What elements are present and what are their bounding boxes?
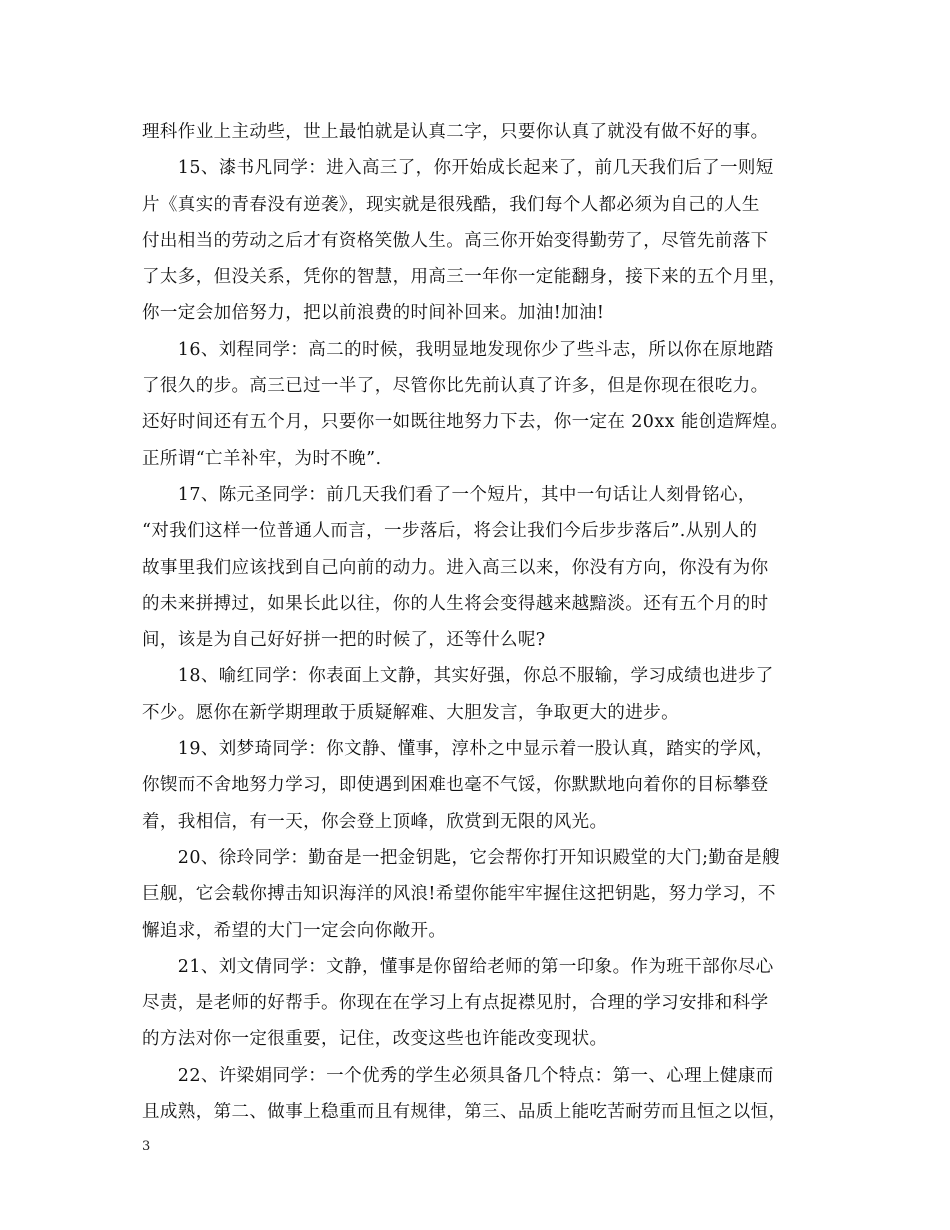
text-line: 你锲而不舍地努力学习，即使遇到困难也毫不气馁，你默默地向着你的目标攀登 bbox=[142, 775, 769, 796]
text-line: 着，我相信，有一天，你会登上顶峰，欣赏到无限的风光。 bbox=[142, 811, 608, 832]
text-line: 懈追求，希望的大门一定会向你敞开。 bbox=[142, 920, 447, 941]
text-line: 故事里我们应该找到自己向前的动力。进入高三以来，你没有方向，你没有为你 bbox=[142, 557, 769, 578]
text-line: 17、陈元圣同学：前几天我们看了一个短片，其中一句话让人刻骨铭心， bbox=[142, 484, 756, 505]
text-line: 15、漆书凡同学：进入高三了，你开始成长起来了，前几天我们后了一则短 bbox=[142, 158, 774, 179]
text-line: 18、喻红同学：你表面上文静，其实好强，你总不服输，学习成绩也进步了 bbox=[142, 666, 774, 687]
body-text bbox=[142, 114, 822, 1130]
text-line: 理科作业上主动些，世上最怕就是认真二字，只要你认真了就没有做不好的事。 bbox=[142, 122, 769, 142]
page-number: 3 bbox=[142, 1139, 151, 1154]
text-line: 你一定会加倍努力，把以前浪费的时间补回来。加油!加油! bbox=[142, 303, 605, 324]
text-line: 且成熟，第二、做事上稳重而且有规律，第三、品质上能吃苦耐劳而且恒之以恒， bbox=[142, 1102, 787, 1123]
text-line: 不少。愿你在新学期理敢于质疑解难、大胆发言，争取更大的进步。 bbox=[142, 702, 679, 723]
text-line: 付出相当的劳动之后才有资格笑傲人生。高三你开始变得勤劳了，尽管先前落下 bbox=[142, 230, 769, 251]
text-line: 22、许梁娟同学：一个优秀的学生必须具备几个特点：第一、心理上健康而 bbox=[142, 1065, 774, 1086]
text-line: 间，该是为自己好好拼一把的时候了，还等什么呢? bbox=[142, 630, 546, 651]
text-line: 了太多，但没关系，凭你的智慧，用高三一年你一定能翻身，接下来的五个月里， bbox=[142, 267, 787, 288]
text-line: 20、徐玲同学：勤奋是一把金钥匙，它会帮你打开知识殿堂的大门;勤奋是艘 bbox=[142, 847, 780, 868]
text-line: 的方法对你一定很重要，记住，改变这些也许能改变现状。 bbox=[142, 1029, 608, 1050]
text-line: 21、刘文倩同学：文静，懂事是你留给老师的第一印象。作为班干部你尽心 bbox=[142, 956, 774, 977]
text-line: 巨舰，它会载你搏击知识海洋的风浪!希望你能牢牢握住这把钥匙，努力学习，不 bbox=[142, 884, 776, 905]
text-line: 16、刘程同学：高二的时候，我明显地发现你少了些斗志，所以你在原地踏 bbox=[142, 339, 774, 360]
text-line: 片《真实的青春没有逆袭》，现实就是很残酷，我们每个人都必须为自己的人生 bbox=[142, 194, 760, 215]
text-line: 19、刘梦琦同学：你文静、懂事，淳朴之中显示着一股认真，踏实的学风， bbox=[142, 739, 774, 760]
text-line: 还好时间还有五个月，只要你一如既往地努力下去，你一定在 20xx 能创造辉煌。 bbox=[142, 412, 789, 433]
text-line: 了很久的步。高三已过一半了，尽管你比先前认真了许多，但是你现在很吃力。 bbox=[142, 376, 769, 397]
text-line: “对我们这样一位普通人而言，一步落后，将会让我们今后步步落后”.从别人的 bbox=[142, 521, 758, 542]
text-line: 正所谓“亡羊补牢，为时不晚”. bbox=[142, 448, 382, 469]
text-line: 尽责，是老师的好帮手。你现在在学习上有点捉襟见肘，合理的学习安排和科学 bbox=[142, 993, 769, 1014]
text-line: 的未来拼搏过，如果长此以往，你的人生将会变得越来越黯淡。还有五个月的时 bbox=[142, 593, 769, 614]
